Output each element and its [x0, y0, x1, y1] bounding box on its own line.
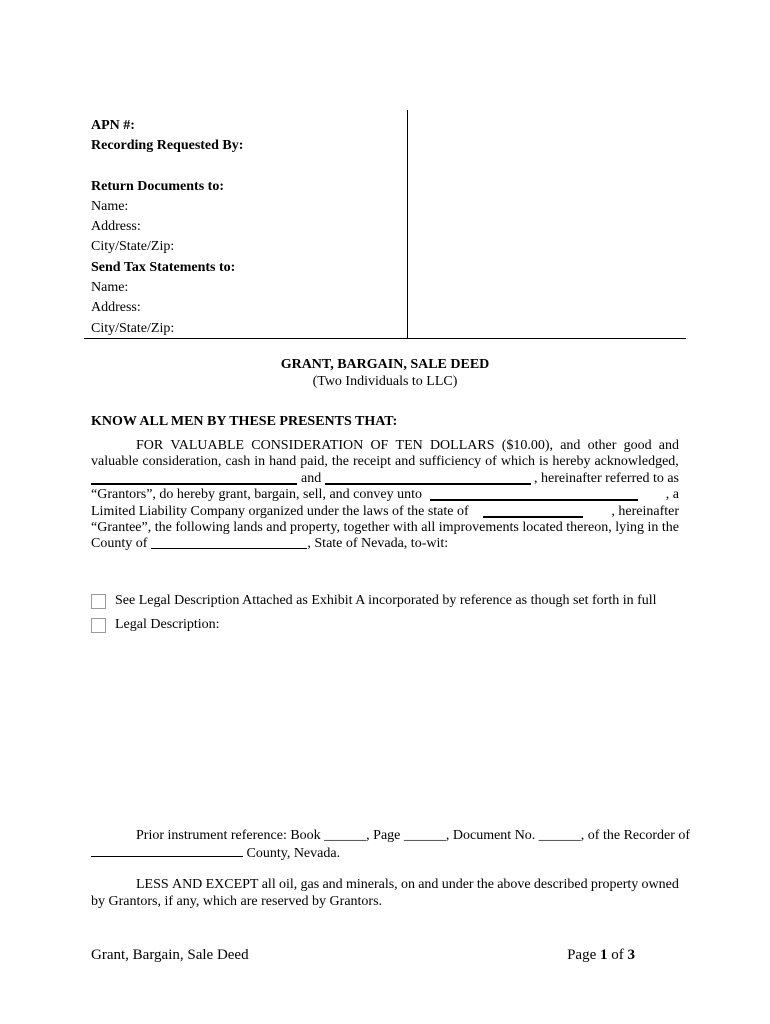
word: above [497, 877, 531, 892]
word: gas [300, 877, 320, 892]
para-line-1 [91, 438, 679, 454]
page-current: 1 [600, 947, 608, 963]
grantee-blank[interactable] [430, 487, 638, 501]
word: hereby [552, 454, 591, 470]
word: and [266, 520, 287, 536]
word: following [175, 520, 230, 536]
word: DOLLARS [429, 438, 495, 453]
prior-instrument-reference [91, 827, 691, 862]
word: OF [370, 438, 389, 453]
tax-statements-label: Send Tax Statements to: [91, 259, 236, 275]
return-city-label: City/State/Zip: [91, 239, 175, 255]
deed-title [0, 356, 770, 390]
hereinafter-text: , hereinafter [611, 503, 679, 519]
prior-county-blank[interactable] [91, 844, 243, 857]
word: all [261, 877, 276, 892]
less-line-2: by Grantors, if any, which are reserved by Grantors. [91, 894, 383, 909]
grantee-tail: , a [665, 487, 679, 503]
word: hand [269, 454, 297, 470]
legal-description-checkbox[interactable] [91, 618, 106, 633]
word: described [533, 877, 588, 892]
word: sufficiency [419, 454, 482, 470]
footer-page-number [567, 947, 635, 964]
para-line-6 [91, 520, 679, 536]
word: ($10.00), [501, 438, 554, 453]
prior-line-1: Prior instrument reference: Book ______, Page ______, Document No. ______, of the Recorder of [136, 828, 691, 843]
para-line-7 [91, 536, 679, 552]
legal-description-label: Legal Description: [115, 617, 220, 632]
word: owned [641, 877, 679, 892]
return-name-label: Name: [91, 198, 129, 214]
exhibit-option-label: See Legal Description Attached as Exhibit A incorporated by reference as though set forth in full [115, 593, 657, 608]
word: the [476, 877, 494, 892]
page-word: Page [567, 947, 597, 963]
word: receipt [352, 454, 392, 470]
word: and [658, 438, 679, 453]
word: LESS [136, 877, 169, 892]
word: oil, [278, 877, 298, 892]
word: consideration, [142, 454, 222, 470]
word: with [392, 520, 418, 536]
word: acknowledged, [594, 454, 679, 470]
word: together [343, 520, 390, 536]
word: the [661, 520, 679, 536]
conveyance-paragraph [91, 438, 679, 553]
word: under [441, 877, 474, 892]
word: lying [615, 520, 644, 536]
word: property [590, 877, 639, 892]
legal-description-option[interactable] [91, 617, 220, 633]
word: of [485, 454, 497, 470]
word: lands [233, 520, 263, 536]
word: good [623, 438, 652, 453]
para-line-5 [91, 504, 679, 520]
word: property, [290, 520, 341, 536]
word: and [395, 454, 416, 470]
and-word: and [301, 470, 322, 486]
word: paid, [300, 454, 328, 470]
word: and [322, 877, 343, 892]
state-nevada-text: , State of Nevada, to-wit: [307, 536, 449, 552]
tax-city-label: City/State/Zip: [91, 320, 175, 336]
prior-county-text: County, Nevada. [246, 846, 341, 861]
page-footer [91, 947, 635, 964]
of-word: of [611, 947, 624, 963]
word: valuable [91, 454, 139, 470]
return-documents-label: Return Documents to: [91, 178, 224, 194]
word: other [587, 438, 617, 453]
word: EXCEPT [205, 877, 259, 892]
exhibit-option[interactable] [91, 593, 657, 609]
word: is [539, 454, 549, 470]
word: TEN [395, 438, 423, 453]
deed-title-main: GRANT, BARGAIN, SALE DEED [280, 357, 490, 372]
grantor-1-blank[interactable] [91, 471, 297, 485]
county-blank[interactable] [151, 536, 307, 549]
prior-line-2 [91, 844, 679, 862]
word: and [560, 438, 581, 453]
llc-text: Limited Liability Company organized under the laws of the state of [91, 503, 469, 519]
tax-address-label: Address: [91, 300, 141, 316]
state-blank[interactable] [483, 504, 583, 518]
convey-text: “Grantors”, do hereby grant, bargain, sell, and convey unto [91, 487, 422, 503]
word: in [254, 454, 266, 470]
word: AND [171, 877, 203, 892]
word: on [400, 877, 415, 892]
grantor-2-blank[interactable] [325, 471, 531, 485]
recording-info [91, 116, 401, 339]
page-total: 3 [627, 947, 635, 963]
exhibit-checkbox[interactable] [91, 594, 106, 609]
tax-name-label: Name: [91, 280, 129, 296]
less-line-1 [91, 876, 679, 893]
grantors-ref-text: , hereinafter referred to as [534, 470, 679, 486]
return-address-label: Address: [91, 219, 141, 235]
word: improvements [438, 520, 519, 536]
word: the [154, 520, 172, 536]
word: minerals, [345, 877, 398, 892]
word: which [500, 454, 536, 470]
word: “Grantee”, [91, 520, 152, 536]
word: cash [225, 454, 251, 470]
header-divider [407, 110, 408, 338]
word: thereon, [566, 520, 612, 536]
word: the [331, 454, 349, 470]
less-and-except [91, 876, 679, 910]
para-line-4 [91, 487, 679, 503]
word: and [418, 877, 439, 892]
word: VALUABLE [170, 438, 245, 453]
para-line-2 [91, 454, 679, 470]
word: CONSIDERATION [251, 438, 364, 453]
intro-heading: KNOW ALL MEN BY THESE PRESENTS THAT: [91, 414, 398, 429]
word: in [647, 520, 659, 536]
deed-title-sub: (Two Individuals to LLC) [312, 374, 458, 389]
county-of-text: County of [91, 536, 148, 552]
recording-header-box [84, 110, 686, 339]
word: FOR [136, 438, 164, 453]
word: located [522, 520, 563, 536]
footer-document-name: Grant, Bargain, Sale Deed [91, 947, 249, 963]
word: all [421, 520, 436, 536]
apn-label: APN #: [91, 118, 135, 133]
para-line-3 [91, 471, 679, 487]
recording-requested-label: Recording Requested By: [91, 138, 244, 154]
spacer [91, 157, 401, 177]
